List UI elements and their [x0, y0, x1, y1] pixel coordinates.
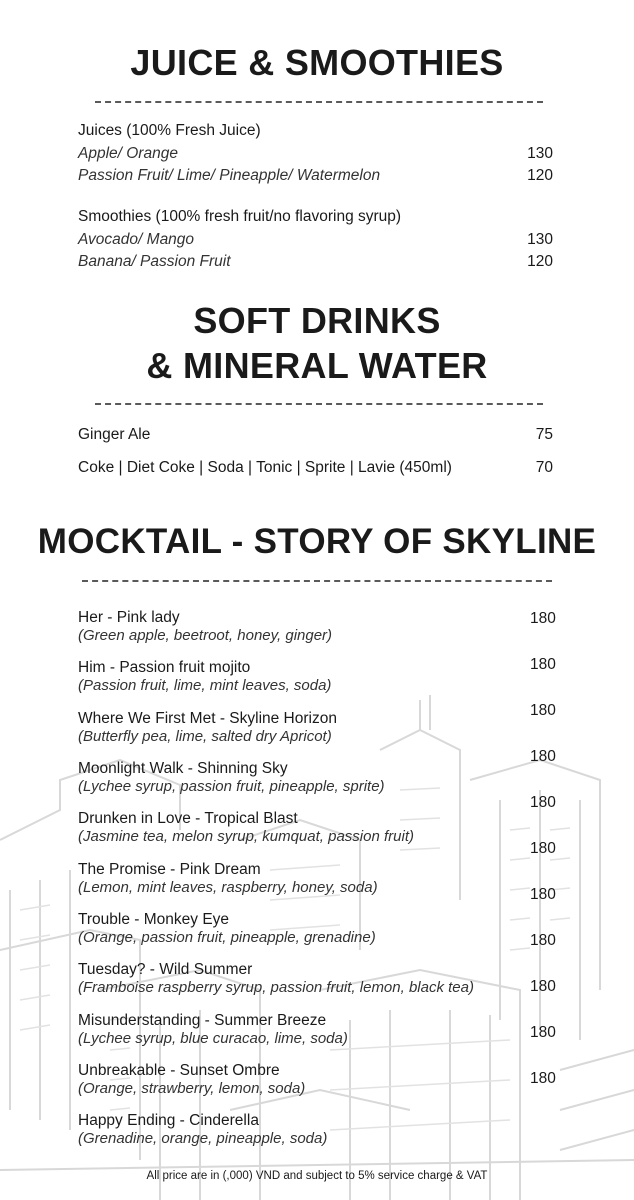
item-name: Coke | Diet Coke | Soda | Tonic | Sprite | Lavie (450ml) — [78, 459, 452, 476]
dashed-divider — [82, 580, 552, 582]
mocktail-ingredients: (Lychee syrup, passion fruit, pineapple, sprite) — [78, 778, 385, 795]
section-title-mineral-water: & MINERAL WATER — [146, 345, 488, 386]
smoothies-heading: Smoothies (100% fresh fruit/no flavoring syrup) — [78, 208, 402, 225]
mocktail-ingredients: (Lemon, mint leaves, raspberry, honey, soda) — [78, 879, 378, 896]
juices-heading: Juices (100% Fresh Juice) — [78, 122, 261, 139]
menu-item — [78, 459, 553, 479]
item-name: Apple/ Orange — [78, 145, 178, 162]
menu-item — [78, 167, 553, 187]
mocktail-price: 180 — [530, 886, 556, 903]
mocktail-ingredients: (Orange, strawberry, lemon, soda) — [78, 1080, 306, 1097]
mocktail-price: 180 — [530, 932, 556, 949]
mocktail-ingredients: (Green apple, beetroot, honey, ginger) — [78, 627, 333, 644]
menu-item — [78, 145, 553, 165]
item-name: Banana/ Passion Fruit — [78, 253, 231, 270]
item-price: 120 — [527, 253, 553, 270]
mocktail-price: 180 — [530, 794, 556, 811]
section-title-juice: JUICE & SMOOTHIES — [130, 42, 504, 83]
section-title-soft-drinks: SOFT DRINKS — [193, 300, 441, 341]
mocktail-name: Drunken in Love - Tropical Blast — [78, 810, 298, 827]
mocktail-name: Her - Pink lady — [78, 609, 180, 626]
mocktail-price: 180 — [530, 656, 556, 673]
item-price: 130 — [527, 145, 553, 162]
item-price: 70 — [535, 459, 553, 476]
mocktail-price: 180 — [530, 610, 556, 627]
menu-item — [78, 231, 553, 251]
item-name: Passion Fruit/ Lime/ Pineapple/ Watermelon — [78, 167, 381, 184]
menu-item — [78, 426, 553, 446]
mocktail-name: Unbreakable - Sunset Ombre — [78, 1062, 280, 1079]
mocktail-name: Where We First Met - Skyline Horizon — [78, 710, 337, 727]
mocktail-name: The Promise - Pink Dream — [78, 861, 261, 878]
mocktail-ingredients: (Passion fruit, lime, mint leaves, soda) — [78, 677, 332, 694]
item-price: 120 — [527, 167, 553, 184]
mocktail-ingredients: (Framboise raspberry syrup, passion fruit, lemon, black tea) — [78, 979, 474, 996]
item-name: Ginger Ale — [78, 426, 151, 443]
item-name: Avocado/ Mango — [78, 231, 195, 248]
item-price: 75 — [535, 426, 553, 443]
dashed-divider — [95, 101, 543, 103]
mocktail-name: Misunderstanding - Summer Breeze — [78, 1012, 327, 1029]
mocktail-ingredients: (Butterfly pea, lime, salted dry Apricot) — [78, 728, 332, 745]
mocktail-price: 180 — [530, 840, 556, 857]
mocktail-name: Trouble - Monkey Eye — [78, 911, 230, 928]
section-title-mocktail: MOCKTAIL - STORY OF SKYLINE — [37, 522, 597, 561]
mocktail-price: 180 — [530, 1070, 556, 1087]
mocktail-name: Him - Passion fruit mojito — [78, 659, 251, 676]
mocktail-price: 180 — [530, 1024, 556, 1041]
dashed-divider — [95, 403, 543, 405]
menu-item — [78, 253, 553, 273]
mocktail-name: Happy Ending - Cinderella — [78, 1112, 259, 1129]
mocktail-name: Tuesday? - Wild Summer — [78, 961, 253, 978]
mocktail-price: 180 — [530, 978, 556, 995]
mocktail-price: 180 — [530, 748, 556, 765]
mocktail-ingredients: (Grenadine, orange, pineapple, soda) — [78, 1130, 328, 1147]
mocktail-ingredients: (Jasmine tea, melon syrup, kumquat, passion fruit) — [78, 828, 414, 845]
mocktail-ingredients: (Lychee syrup, blue curacao, lime, soda) — [78, 1030, 348, 1047]
item-price: 130 — [527, 231, 553, 248]
mocktail-name: Moonlight Walk - Shinning Sky — [78, 760, 288, 777]
mocktail-price: 180 — [530, 702, 556, 719]
mocktail-ingredients: (Orange, passion fruit, pineapple, grenadine) — [78, 929, 376, 946]
price-footnote: All price are in (,000) VND and subject to 5% service charge & VAT — [146, 1170, 488, 1182]
